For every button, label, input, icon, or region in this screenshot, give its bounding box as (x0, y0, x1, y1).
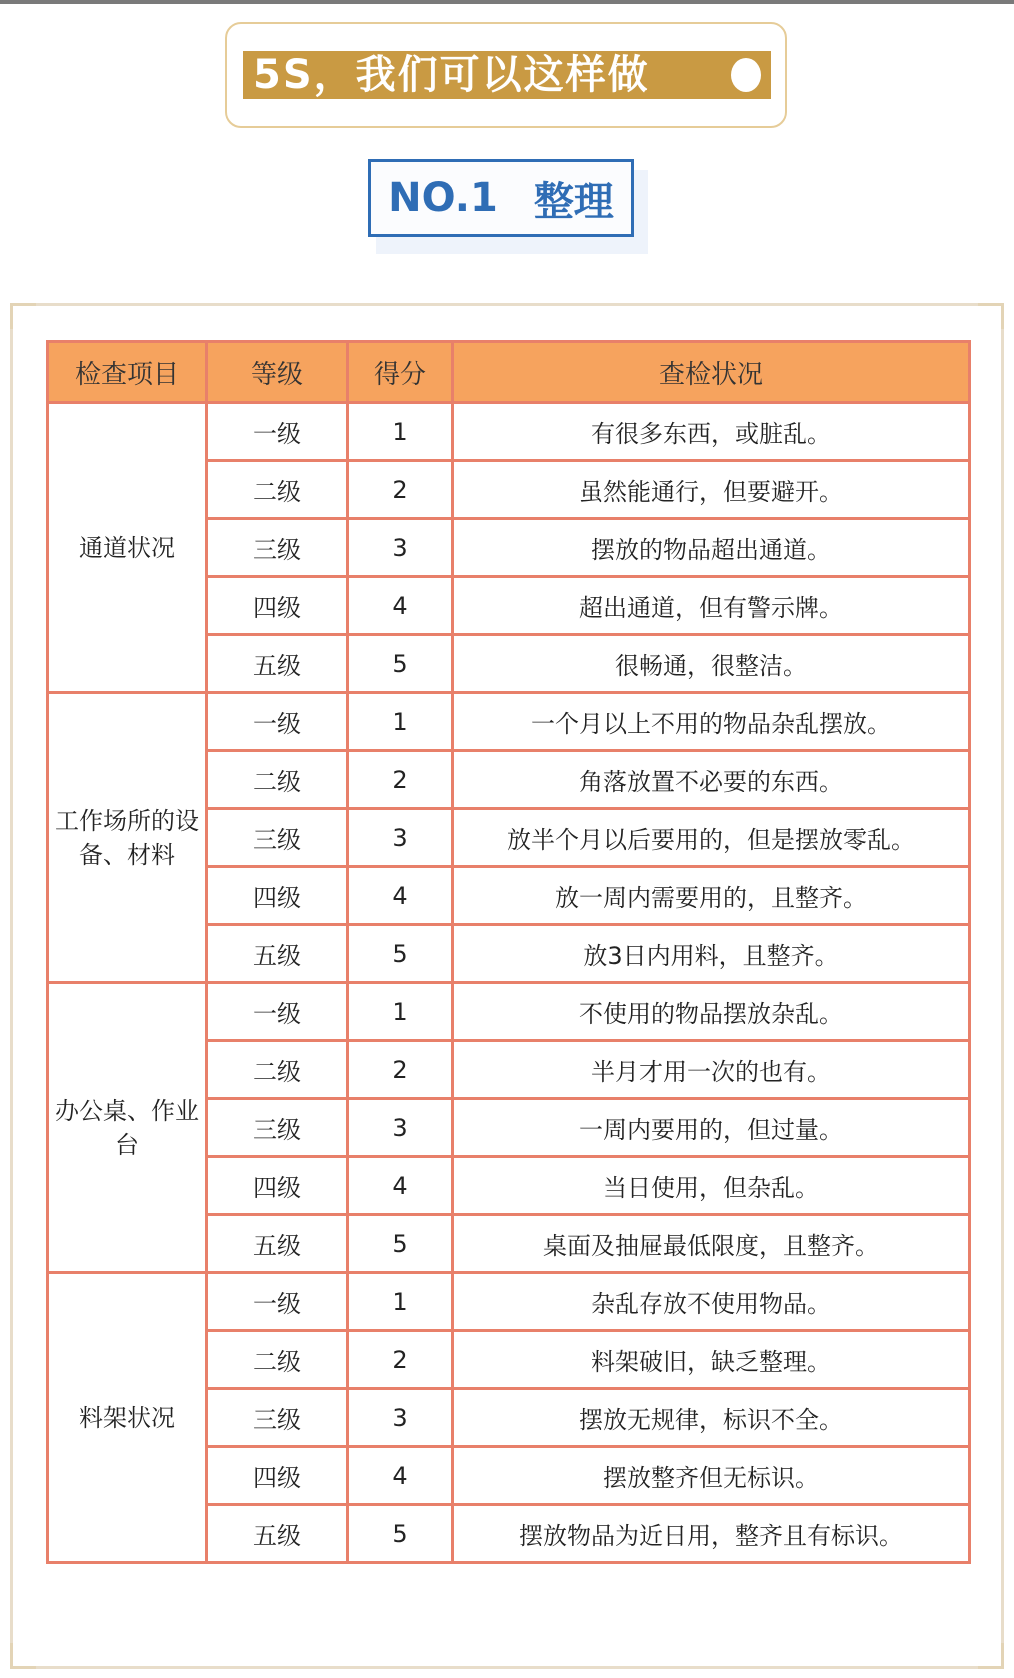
status-cell: 摆放的物品超出通道。 (453, 519, 970, 577)
score-cell: 3 (348, 1099, 453, 1157)
status-cell: 一周内要用的，但过量。 (453, 1099, 970, 1157)
level-cell: 一级 (207, 1273, 348, 1331)
level-cell: 五级 (207, 635, 348, 693)
section-number: NO.1 (388, 175, 498, 221)
score-cell: 3 (348, 809, 453, 867)
score-cell: 5 (348, 635, 453, 693)
score-cell: 5 (348, 1505, 453, 1563)
inspection-item: 通道状况 (48, 403, 207, 693)
header-level: 等级 (207, 342, 348, 403)
score-cell: 1 (348, 693, 453, 751)
frame-corner-ornament (978, 1643, 1004, 1669)
score-cell: 2 (348, 1041, 453, 1099)
score-cell: 3 (348, 519, 453, 577)
status-cell: 一个月以上不用的物品杂乱摆放。 (453, 693, 970, 751)
status-cell: 放3日内用料，且整齐。 (453, 925, 970, 983)
title-banner (225, 22, 787, 128)
inspection-table (46, 340, 971, 1564)
title-bar (243, 51, 771, 99)
level-cell: 一级 (207, 403, 348, 461)
section-name: 整理 (533, 178, 614, 225)
header-item: 检查项目 (48, 342, 207, 403)
level-cell: 二级 (207, 1041, 348, 1099)
level-cell: 三级 (207, 1389, 348, 1447)
level-cell: 一级 (207, 983, 348, 1041)
status-cell: 摆放整齐但无标识。 (453, 1447, 970, 1505)
status-cell: 超出通道，但有警示牌。 (453, 577, 970, 635)
inspection-item: 工作场所的设备、材料 (48, 693, 207, 983)
table-header-row (48, 342, 970, 403)
status-cell: 放半个月以后要用的，但是摆放零乱。 (453, 809, 970, 867)
status-cell: 桌面及抽屉最低限度，且整齐。 (453, 1215, 970, 1273)
level-cell: 四级 (207, 1447, 348, 1505)
top-divider (0, 0, 1014, 4)
level-cell: 二级 (207, 461, 348, 519)
status-cell: 不使用的物品摆放杂乱。 (453, 983, 970, 1041)
score-cell: 4 (348, 1447, 453, 1505)
level-cell: 四级 (207, 577, 348, 635)
level-cell: 三级 (207, 1099, 348, 1157)
status-cell: 摆放物品为近日用，整齐且有标识。 (453, 1505, 970, 1563)
level-cell: 四级 (207, 867, 348, 925)
score-cell: 1 (348, 983, 453, 1041)
score-cell: 4 (348, 867, 453, 925)
frame-corner-ornament (10, 303, 36, 329)
status-cell: 虽然能通行，但要避开。 (453, 461, 970, 519)
table-row (48, 693, 970, 751)
banner-ornament (731, 58, 761, 92)
score-cell: 4 (348, 577, 453, 635)
score-cell: 3 (348, 1389, 453, 1447)
score-cell: 5 (348, 925, 453, 983)
frame-corner-ornament (10, 1643, 36, 1669)
level-cell: 五级 (207, 925, 348, 983)
score-cell: 1 (348, 1273, 453, 1331)
level-cell: 二级 (207, 1331, 348, 1389)
status-cell: 半月才用一次的也有。 (453, 1041, 970, 1099)
level-cell: 四级 (207, 1157, 348, 1215)
page-title: 5S，我们可以这样做 (253, 52, 650, 98)
status-cell: 放一周内需要用的，且整齐。 (453, 867, 970, 925)
header-score: 得分 (348, 342, 453, 403)
score-cell: 4 (348, 1157, 453, 1215)
status-cell: 有很多东西，或脏乱。 (453, 403, 970, 461)
level-cell: 二级 (207, 751, 348, 809)
status-cell: 角落放置不必要的东西。 (453, 751, 970, 809)
status-cell: 摆放无规律，标识不全。 (453, 1389, 970, 1447)
inspection-item: 料架状况 (48, 1273, 207, 1563)
status-cell: 料架破旧，缺乏整理。 (453, 1331, 970, 1389)
table-row (48, 983, 970, 1041)
score-cell: 2 (348, 1331, 453, 1389)
score-cell: 2 (348, 461, 453, 519)
table-row (48, 1273, 970, 1331)
level-cell: 三级 (207, 809, 348, 867)
section-subtitle (368, 159, 634, 237)
level-cell: 一级 (207, 693, 348, 751)
inspection-item: 办公桌、作业台 (48, 983, 207, 1273)
score-cell: 1 (348, 403, 453, 461)
level-cell: 五级 (207, 1505, 348, 1563)
status-cell: 当日使用，但杂乱。 (453, 1157, 970, 1215)
level-cell: 三级 (207, 519, 348, 577)
header-status: 查检状况 (453, 342, 970, 403)
status-cell: 杂乱存放不使用物品。 (453, 1273, 970, 1331)
level-cell: 五级 (207, 1215, 348, 1273)
score-cell: 5 (348, 1215, 453, 1273)
status-cell: 很畅通，很整洁。 (453, 635, 970, 693)
frame-corner-ornament (978, 303, 1004, 329)
score-cell: 2 (348, 751, 453, 809)
table-row (48, 403, 970, 461)
